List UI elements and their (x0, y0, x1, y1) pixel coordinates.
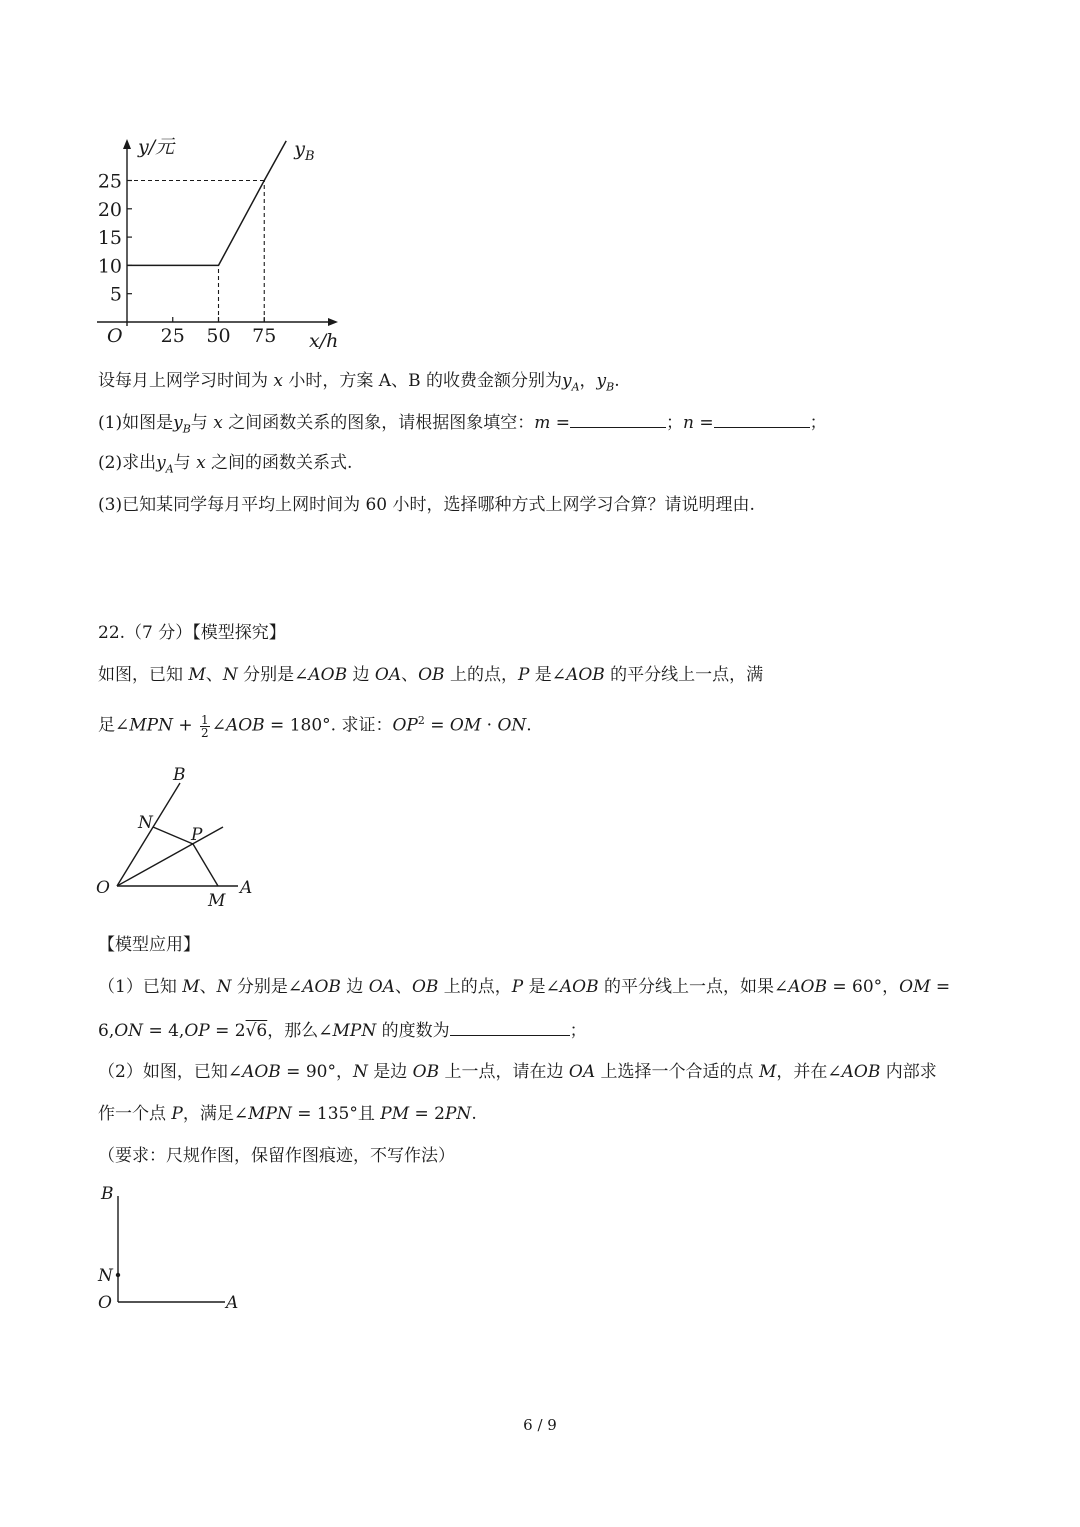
app2-line1: （2）如图，已知∠AOB = 90°，N 是边 OB 上一点，请在边 OA 上选择一个合适的点 M，并在∠AOB 内部求 (98, 1062, 937, 1082)
y-tick-label-5: 5 (109, 283, 122, 306)
app1-line1: （1）已知 M、N 分别是∠AOB 边 OA、OB 上的点，P 是∠AOB 的平分线上一点，如果∠AOB = 60°，OM = (98, 977, 951, 997)
q21-part3: (3)已知某同学每月平均上网时间为 60 小时，选择哪种方式上网学习合算？请说明理由. (98, 495, 755, 515)
q21-part2: (2)求出$y_A$与 x 之间的函数关系式. (98, 453, 353, 476)
label-o: O (98, 1293, 112, 1313)
q21-part1: (1)如图是$y_B$与 x 之间函数关系的图象，请根据图象填空：m = ；n = ； (98, 413, 827, 436)
q22-intro-line2: 足∠MPN + $\frac{1}{2}$ ∠AOB = 180°. 求证：$OP^2$ = OM · ON. (98, 712, 532, 740)
fraction-one-half: $\frac{1}{2}$ (201, 712, 209, 740)
label-o: O (96, 878, 110, 898)
segment-np (153, 827, 193, 844)
segment-pm (193, 844, 218, 886)
requirement-note: （要求：尺规作图，保留作图痕迹，不写作法） (98, 1146, 455, 1166)
app2-line2: 作一个点 P，满足∠MPN = 135°且 PM = 2PN. (98, 1104, 477, 1124)
x-tick-label-25: 25 (160, 325, 185, 347)
y-axis-arrow (123, 139, 131, 149)
app-header: 【模型应用】 (98, 935, 200, 955)
origin-label: O (107, 325, 123, 347)
x-axis-label: x/h (309, 330, 339, 352)
cost-graph (90, 135, 360, 355)
label-n: N (98, 1266, 113, 1286)
right-angle-figure (90, 1180, 260, 1315)
label-n: N (138, 813, 153, 833)
label-p: P (191, 825, 203, 845)
q22-header: 22.（7 分）【模型探究】 (98, 623, 286, 643)
x-tick-label-50: 50 (206, 325, 231, 347)
y-tick-label-25: 25 (97, 170, 122, 193)
app1-line2: 6,ON = 4,OP = 2√6，那么∠MPN 的度数为 ； (98, 1021, 587, 1041)
x-tick-label-75: 75 (252, 325, 277, 347)
x-axis-arrow (328, 318, 338, 326)
answer-blank-angle-mpn[interactable] (450, 1019, 570, 1036)
y-tick-label-15: 15 (97, 227, 122, 250)
y-tick-label-10: 10 (97, 255, 122, 278)
label-a: A (240, 878, 253, 898)
label-a: A (226, 1293, 239, 1313)
y-axis-label: y/元 (138, 136, 175, 158)
series-line-yB (127, 141, 286, 266)
bisector-op (117, 827, 223, 886)
label-m: M (208, 891, 226, 910)
q21-setup: 设每月上网学习时间为 x 小时，方案 A、B 的收费金额分别为$y_A$，$y_B$. (98, 371, 620, 394)
q22-intro-line1: 如图，已知 M、N 分别是∠AOB 边 OA、OB 上的点，P 是∠AOB 的平分线上一点，满 (98, 665, 764, 685)
answer-blank-n[interactable] (714, 411, 810, 428)
label-b: B (173, 765, 186, 785)
label-b: B (101, 1184, 114, 1204)
point-n (116, 1273, 120, 1277)
series-label-yB: $y_B$ (294, 137, 315, 164)
angle-bisector-figure (90, 760, 270, 910)
answer-blank-m[interactable] (570, 411, 666, 428)
page-number: 6 / 9 (523, 1416, 557, 1434)
y-tick-label-20: 20 (97, 198, 122, 221)
